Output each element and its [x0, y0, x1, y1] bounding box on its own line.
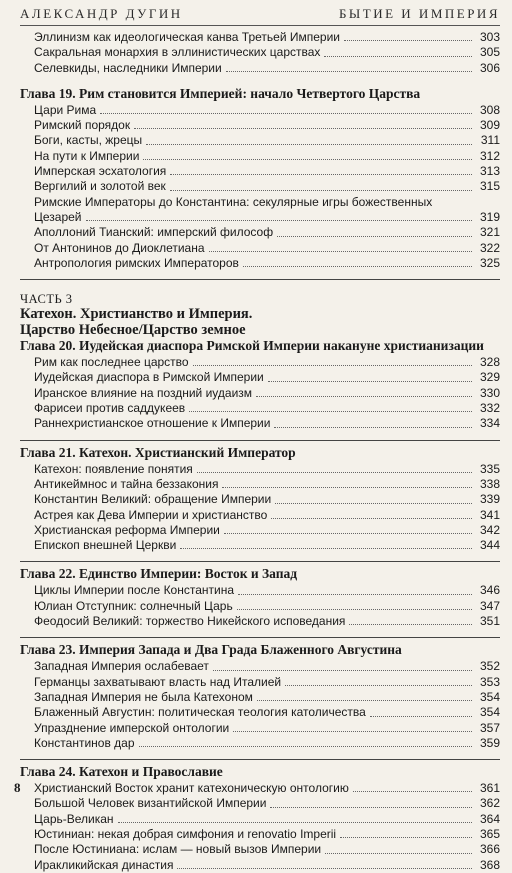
toc-entry-page: 309 [479, 118, 500, 133]
toc-entry[interactable] [34, 103, 500, 118]
toc-entry-title-line1: Римские Императоры до Константина: секулярные игры божественных [34, 194, 433, 209]
leader-dots [257, 700, 472, 701]
toc-entry-page: 332 [479, 401, 500, 416]
toc-entry-title: Цари Рима [34, 102, 97, 117]
toc-entry-title: Имперская эсхатология [34, 164, 167, 179]
leader-dots [324, 56, 472, 57]
toc-entry[interactable] [34, 370, 500, 385]
toc-entry-title: Германцы захватывают власть над Италией [34, 674, 282, 689]
leader-dots [139, 746, 472, 747]
leader-dots [233, 731, 472, 732]
leader-dots [243, 266, 472, 267]
leader-dots [170, 174, 472, 175]
toc-entry-page: 325 [479, 255, 500, 270]
toc-entry-title: Юстиниан: некая добрая симфония и renovatio Imperii [34, 826, 337, 841]
toc-entry-title: Боги, касты, жрецы [34, 133, 143, 148]
toc-entry-title: От Антонинов до Диоклетиана [34, 240, 205, 255]
leader-dots [285, 685, 472, 686]
toc-entry-page: 364 [479, 811, 500, 826]
toc-entry-page: 361 [479, 781, 500, 796]
leader-dots [270, 807, 472, 808]
section-divider [20, 759, 500, 760]
toc-entry[interactable] [34, 462, 500, 477]
toc-entry[interactable] [34, 195, 500, 226]
toc-entry-title: Раннехристианское отношение к Империи [34, 416, 271, 431]
leader-dots [177, 868, 472, 869]
toc-entry-page: 315 [479, 179, 500, 194]
toc-entry[interactable] [34, 842, 500, 857]
toc-entry-title: Упразднение имперской онтологии [34, 720, 230, 735]
chapter-title[interactable]: Глава 20. Иудейская диаспора Римской Империи накануне христианизации [20, 338, 484, 354]
chapter-title[interactable]: Глава 24. Катехон и Православие [20, 764, 223, 780]
toc-entry-page: 344 [479, 538, 500, 553]
leader-dots [197, 472, 472, 473]
toc-entry-title: Константинов дар [34, 735, 135, 750]
toc-entry-title: Антропология римских Императоров [34, 255, 239, 270]
leader-dots [271, 518, 472, 519]
leader-dots [268, 381, 472, 382]
toc-entry[interactable] [34, 690, 500, 705]
leader-dots [222, 487, 472, 488]
toc-entry[interactable] [34, 355, 500, 370]
section-divider [20, 279, 500, 280]
leader-dots [86, 220, 472, 221]
toc-entry-title: Римский порядок [34, 118, 131, 133]
toc-entry[interactable] [34, 599, 500, 614]
leader-dots [370, 716, 472, 717]
toc-entry-title: Большой Человек византийской Империи [34, 796, 267, 811]
leader-dots [274, 427, 472, 428]
toc-entry-page: 346 [479, 583, 500, 598]
toc-entry-title: Западная Империя не была Катехоном [34, 689, 253, 704]
toc-entry-title: Фарисеи против саддукеев [34, 401, 186, 416]
toc-entry-title: Катехон: появление понятия [34, 461, 193, 476]
toc-entry-title-line2: Цезарей [34, 209, 82, 224]
toc-entry-page: 328 [479, 355, 500, 370]
toc-entry[interactable] [34, 705, 500, 720]
toc-entry[interactable] [34, 796, 500, 811]
toc-entry-page: 334 [479, 416, 500, 431]
toc-entry[interactable] [34, 477, 500, 492]
toc-entry[interactable] [34, 164, 500, 179]
toc-entry-page: 353 [479, 674, 500, 689]
leader-dots [325, 853, 472, 854]
toc-entry[interactable] [34, 492, 500, 507]
toc-entry-page: 362 [479, 796, 500, 811]
toc-entry-title: Эллинизм как идеологическая канва Третьей Империи [34, 30, 340, 44]
toc-entry[interactable] [34, 45, 500, 60]
toc-entry[interactable] [34, 118, 500, 133]
toc-entry-page: 305 [479, 45, 500, 60]
toc-entry-page: 347 [479, 598, 500, 613]
leader-dots [213, 670, 472, 671]
toc-entry-page: 312 [479, 148, 500, 163]
toc-entry[interactable] [34, 179, 500, 194]
toc-entry-title: После Юстиниана: ислам — новый вызов Империи [34, 842, 322, 857]
leader-dots [118, 822, 472, 823]
toc-entry-page: 351 [479, 614, 500, 629]
toc-entry-page: 335 [479, 461, 500, 476]
chapter-title[interactable]: Глава 21. Катехон. Христианский Император [20, 444, 296, 460]
leader-dots [170, 190, 472, 191]
leader-dots [209, 251, 472, 252]
toc-entry-page: 313 [479, 164, 500, 179]
header-book-title: БЫТИЕ И ИМПЕРИЯ [338, 6, 500, 21]
toc-entry[interactable] [34, 30, 500, 45]
toc-entry[interactable] [34, 401, 500, 416]
leader-dots [189, 411, 472, 412]
toc-entry-title: Западная Империя ослабевает [34, 659, 209, 674]
toc-entry[interactable] [34, 61, 500, 76]
section-divider [20, 561, 500, 562]
toc-entry-page: 322 [479, 240, 500, 255]
leader-dots [143, 159, 472, 160]
leader-dots [180, 548, 472, 549]
toc-entry[interactable] [34, 583, 500, 598]
toc-entry-page: 352 [479, 659, 500, 674]
toc-entry-title: Астрея как Дева Империи и христианство [34, 507, 268, 522]
leader-dots [277, 236, 472, 237]
toc-entry-page: 354 [479, 705, 500, 720]
toc-entry-title: Циклы Империи после Константина [34, 583, 235, 598]
toc-entry[interactable] [34, 538, 500, 553]
toc-entry-page: 339 [479, 492, 500, 507]
leader-dots [146, 144, 472, 145]
leader-dots [193, 365, 472, 366]
toc-entry[interactable] [34, 256, 500, 271]
toc-entry-title: Феодосий Великий: торжество Никейского исповедания [34, 614, 346, 629]
chapter-title[interactable]: Глава 22. Единство Империи: Восток и Запад [20, 566, 298, 582]
toc-entry-title: Царь-Великан [34, 811, 114, 826]
leader-dots [353, 791, 472, 792]
toc-entry-title: Блаженный Августин: политическая теология католичества [34, 705, 366, 720]
toc-entry-title: Селевкиды, наследники Империи [34, 60, 222, 75]
part-title-line2[interactable]: Царство Небесное/Царство земное [20, 322, 246, 339]
toc-entry-title: Сакральная монархия в эллинистических царствах [34, 45, 321, 60]
toc-entry[interactable] [34, 386, 500, 401]
toc-entry-page: 359 [479, 735, 500, 750]
toc-entry[interactable] [34, 721, 500, 736]
toc-entry-page: 338 [479, 476, 500, 491]
toc-entry-page: 368 [479, 857, 500, 872]
toc-entry[interactable] [34, 659, 500, 674]
toc-entry-page: 366 [479, 842, 500, 857]
leader-dots [344, 40, 472, 41]
toc-entry-title: Иранское влияние на поздний иудаизм [34, 385, 253, 400]
leader-dots [349, 624, 472, 625]
header-author: АЛЕКСАНДР ДУГИН [20, 6, 183, 21]
toc-entry-page: 321 [479, 225, 500, 240]
toc-entry-page: 341 [479, 507, 500, 522]
toc-entry-title: Юлиан Отступник: солнечный Царь [34, 598, 233, 613]
toc-entry-page: 319 [479, 209, 500, 224]
chapter-title[interactable]: Глава 19. Рим становится Империей: начало Четвертого Царства [20, 85, 421, 101]
toc-entry[interactable] [34, 827, 500, 842]
toc-entry[interactable] [34, 508, 500, 523]
toc-entry-title: Аполлоний Тианский: имперский философ [34, 225, 274, 240]
running-header [20, 6, 500, 26]
toc-entry[interactable] [34, 149, 500, 164]
toc-entry-page: 342 [479, 522, 500, 537]
toc-entry-page: 330 [479, 385, 500, 400]
chapter-title[interactable]: Глава 23. Империя Запада и Два Града Блаженного Августина [20, 642, 402, 658]
section-divider [20, 637, 500, 638]
leader-dots [224, 533, 472, 534]
toc-entry-title: Константин Великий: обращение Империи [34, 492, 272, 507]
toc-entry[interactable] [34, 812, 500, 827]
toc-entry-title: Антикеймнос и тайна беззакония [34, 476, 219, 491]
toc-entry-title: Иудейская диаспора в Римской Империи [34, 370, 264, 385]
toc-entry-title: Иракликийская династия [34, 857, 174, 872]
toc-entry-page: 303 [479, 30, 500, 44]
leader-dots [340, 837, 472, 838]
part-title-line1[interactable]: Катехон. Христианство и Империя. [20, 306, 253, 323]
toc-entry-title: Христианский Восток хранит катехоническую онтологию [34, 781, 349, 796]
leader-dots [226, 71, 472, 72]
toc-entry[interactable] [34, 736, 500, 751]
toc-entry[interactable] [34, 133, 500, 148]
leader-dots [238, 594, 472, 595]
toc-entry[interactable] [34, 416, 500, 431]
toc-entry[interactable] [34, 858, 500, 873]
toc-entry-page: 311 [480, 133, 500, 148]
toc-entry[interactable] [34, 241, 500, 256]
leader-dots [134, 128, 472, 129]
part-label: ЧАСТЬ 3 [20, 292, 73, 307]
toc-entry-title: На пути к Империи [34, 148, 140, 163]
toc-entry-title: Вергилий и золотой век [34, 179, 166, 194]
toc-entry-title: Рим как последнее царство [34, 355, 189, 370]
toc-entry-page: 354 [479, 689, 500, 704]
toc-entry[interactable] [34, 781, 500, 796]
toc-entry-title: Епископ внешней Церкви [34, 538, 177, 553]
section-divider [20, 440, 500, 441]
leader-dots [100, 113, 472, 114]
toc-entry[interactable] [34, 523, 500, 538]
leader-dots [256, 396, 472, 397]
toc-entry-page: 306 [479, 60, 500, 75]
toc-entry-page: 308 [479, 102, 500, 117]
leader-dots [275, 503, 472, 504]
toc-entry-title: Христианская реформа Империи [34, 522, 220, 537]
toc-entry[interactable] [34, 225, 500, 240]
leader-dots [237, 609, 472, 610]
page-number: 8 [14, 780, 21, 795]
toc-entry-page: 365 [479, 826, 500, 841]
toc-entry[interactable] [34, 614, 500, 629]
toc-entry-page: 357 [479, 720, 500, 735]
toc-entry[interactable] [34, 675, 500, 690]
toc-entry-page: 329 [479, 370, 500, 385]
